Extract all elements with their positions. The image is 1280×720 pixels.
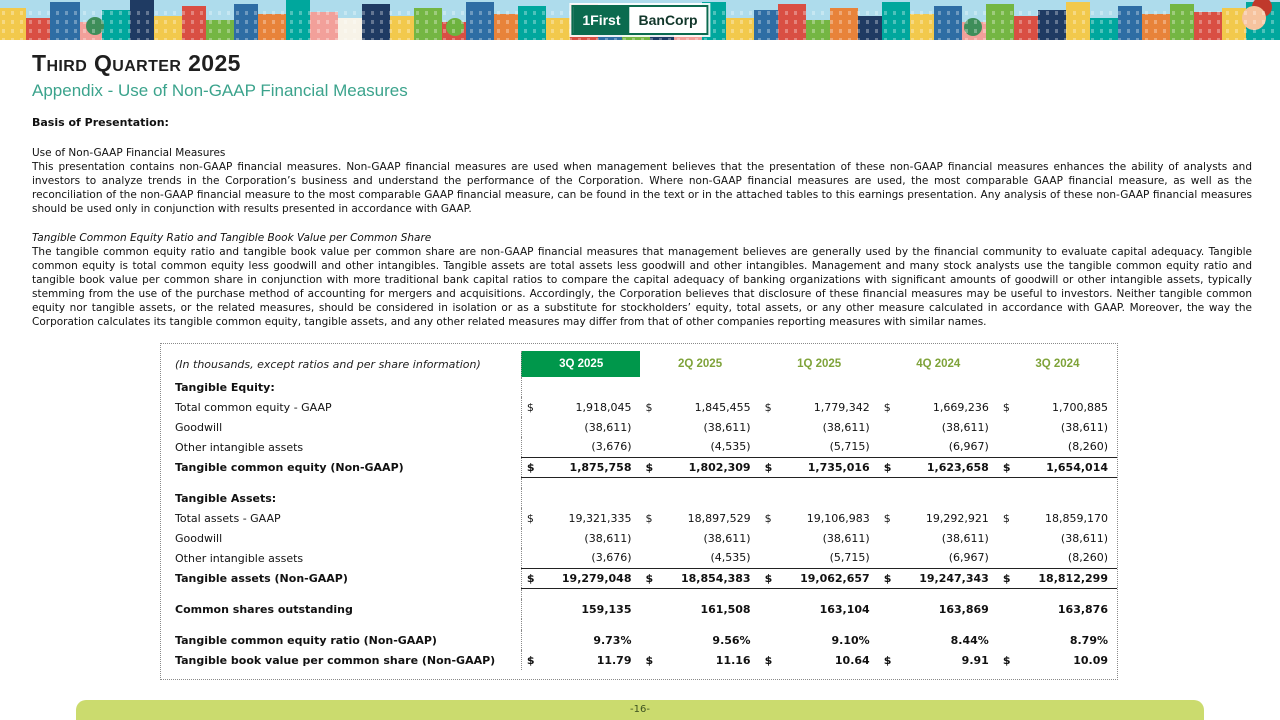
body-text-block xyxy=(32,116,1252,344)
table-row xyxy=(161,568,1117,588)
dollar-sign-cell xyxy=(521,528,539,548)
dollar-sign-cell xyxy=(998,588,1016,599)
non-gaap-section-heading: Use of Non-GAAP Financial Measures xyxy=(32,147,226,159)
dollar-sign-cell xyxy=(521,477,539,488)
row-label: Total common equity - GAAP xyxy=(175,400,332,414)
value-cell: (38,611) xyxy=(584,531,632,545)
dollar-sign-cell: $ xyxy=(883,511,891,525)
row-label: Tangible common equity ratio (Non-GAAP) xyxy=(175,633,437,647)
value-cell: (38,611) xyxy=(1060,531,1108,545)
dollar-sign-cell: $ xyxy=(1002,653,1011,667)
logo-first-text: 1First xyxy=(573,7,629,33)
dollar-sign-cell xyxy=(760,528,778,548)
dollar-sign-cell xyxy=(760,619,778,630)
value-cell xyxy=(897,377,998,397)
row-label: Other intangible assets xyxy=(175,440,304,454)
row-label xyxy=(161,619,521,630)
row-label: Total assets - GAAP xyxy=(175,511,281,525)
value-cell xyxy=(539,619,640,630)
dollar-sign-cell: $ xyxy=(521,650,539,670)
dollar-sign-cell: $ xyxy=(1002,511,1010,525)
column-header-current-quarter: 3Q 2025 xyxy=(521,351,640,377)
dollar-sign-cell xyxy=(640,599,658,619)
table-row xyxy=(161,457,1117,477)
basis-of-presentation-heading: Basis of Presentation: xyxy=(32,116,169,129)
dollar-sign-cell xyxy=(521,619,539,630)
dollar-sign-cell xyxy=(998,437,1016,457)
value-cell: (3,676) xyxy=(539,548,640,568)
dollar-sign-cell xyxy=(998,477,1016,488)
table-row xyxy=(161,377,1117,397)
dollar-sign-cell xyxy=(760,630,778,650)
table-row xyxy=(161,599,1117,619)
table-row xyxy=(161,488,1117,508)
value-cell: 8.44% xyxy=(950,633,989,647)
value-cell: 159,135 xyxy=(581,602,632,616)
value-cell xyxy=(778,488,879,508)
value-cell: (8,260) xyxy=(1016,437,1117,457)
dollar-sign-cell: $ xyxy=(521,508,539,528)
dollar-sign-cell: $ xyxy=(764,400,772,414)
value-cell: 1,623,658 xyxy=(897,457,998,477)
row-label xyxy=(161,477,521,488)
row-label: Goodwill xyxy=(175,531,223,545)
column-header: 3Q 2024 xyxy=(1035,358,1080,370)
dollar-sign-cell: $ xyxy=(998,568,1016,588)
value-cell: (38,611) xyxy=(703,420,751,434)
dollar-sign-cell xyxy=(879,630,897,650)
dollar-sign-cell xyxy=(879,588,897,599)
value-cell xyxy=(539,377,640,397)
value-cell: 1,875,758 xyxy=(539,457,640,477)
column-header: 1Q 2025 xyxy=(797,358,842,370)
value-cell: (3,676) xyxy=(539,437,640,457)
row-label xyxy=(161,588,521,599)
value-cell xyxy=(778,619,879,630)
value-cell xyxy=(659,619,760,630)
row-label: Tangible assets (Non-GAAP) xyxy=(175,571,348,585)
tce-section-paragraph: The tangible common equity ratio and tangible book value per common share are non-GAAP financial measures that management believes are generally used by the financial community to evaluate capital adequacy. Tangible common equity is total common equity less goodwill and other intangibles. Tangible assets are total assets less goodwill and other intangibles. Management and many stock analysts use the tangible common equity ratio and tangible book value per common share in conjunction with more traditional bank capital ratios to compare the capital adequacy of banking organizations with significant amounts of goodwill or other intangible assets, typically stemming from the use of the purchase method of accounting for mergers and acquisitions. Accordingly, the Corporation believes that disclosure of these financial measures may be useful to investors. Neither tangible common equity nor tangible assets, or the related measures, should be considered in isolation or as a substitute for stockholders’ equity, total assets, or any other measure calculated in accordance with GAAP. Moreover, the way the Corporation calculates its tangible common equity, tangible assets, and any other related measures may differ from that of other companies reporting measures with similar names. xyxy=(32,246,1252,328)
dollar-sign-cell xyxy=(521,599,539,619)
value-cell: (4,535) xyxy=(659,548,760,568)
value-cell: 9.10% xyxy=(831,633,870,647)
dollar-sign-cell: $ xyxy=(521,457,539,477)
dollar-sign-cell: $ xyxy=(521,568,539,588)
value-cell: 19,321,335 xyxy=(568,511,632,525)
table-row xyxy=(161,548,1117,568)
dollar-sign-cell xyxy=(521,488,539,508)
dollar-sign-cell: $ xyxy=(883,400,891,414)
value-cell xyxy=(897,477,998,488)
table-row xyxy=(161,650,1117,670)
value-cell xyxy=(539,588,640,599)
dollar-sign-cell xyxy=(760,377,778,397)
value-cell xyxy=(1016,588,1117,599)
dollar-sign-cell xyxy=(998,528,1016,548)
value-cell xyxy=(659,377,760,397)
value-cell xyxy=(1016,619,1117,630)
table-spacer-row xyxy=(161,477,1117,488)
value-cell: 1,779,342 xyxy=(813,400,870,414)
non-gaap-section-paragraph: This presentation contains non-GAAP financial measures. Non-GAAP financial measures are used when management believes that the presentation of these non-GAAP financial measures enhances the ability of analysts and investors to analyze trends in the Corporation’s business and understand the performance of the Corporation. Where non-GAAP financial measures are used, the most comparable GAAP financial measure, as well as the reconciliation of the non-GAAP financial measure to the most comparable GAAP financial measure, can be found in the text or in the attached tables to this earnings presentation. Any analysis of these non-GAAP financial measures should be used only in conjunction with results presented in accordance with GAAP. xyxy=(32,161,1252,215)
dollar-sign-cell xyxy=(998,599,1016,619)
dollar-sign-cell: $ xyxy=(640,568,658,588)
dollar-sign-cell xyxy=(879,548,897,568)
dollar-sign-cell: $ xyxy=(883,653,892,667)
value-cell: 19,062,657 xyxy=(778,568,879,588)
dollar-sign-cell xyxy=(640,437,658,457)
dollar-sign-cell xyxy=(998,619,1016,630)
value-cell: 1,735,016 xyxy=(778,457,879,477)
row-label: Goodwill xyxy=(175,420,223,434)
value-cell: 11.16 xyxy=(715,653,751,667)
dollar-sign-cell: $ xyxy=(879,568,897,588)
table-row xyxy=(161,508,1117,528)
financials-table xyxy=(161,351,1117,670)
dollar-sign-cell xyxy=(640,528,658,548)
value-cell: 9.91 xyxy=(961,653,989,667)
value-cell xyxy=(778,377,879,397)
dollar-sign-cell xyxy=(521,437,539,457)
dollar-sign-cell: $ xyxy=(645,653,654,667)
value-cell: 19,292,921 xyxy=(925,511,989,525)
dollar-sign-cell xyxy=(760,548,778,568)
table-caption: (In thousands, except ratios and per share information) xyxy=(175,357,481,371)
value-cell: 18,859,170 xyxy=(1045,511,1108,525)
dollar-sign-cell xyxy=(640,377,658,397)
table-header-row xyxy=(161,351,1117,377)
column-header: 4Q 2024 xyxy=(916,358,961,370)
value-cell: (4,535) xyxy=(659,437,760,457)
dollar-sign-cell: $ xyxy=(764,511,772,525)
dollar-sign-cell xyxy=(760,599,778,619)
value-cell: (38,611) xyxy=(703,531,751,545)
dollar-sign-cell xyxy=(640,619,658,630)
dollar-sign-cell xyxy=(879,437,897,457)
table-row xyxy=(161,630,1117,650)
value-cell xyxy=(778,477,879,488)
logo-bancorp-text: BanCorp xyxy=(630,7,707,33)
dollar-sign-cell xyxy=(879,488,897,508)
dollar-sign-cell xyxy=(640,548,658,568)
value-cell: 163,104 xyxy=(819,602,870,616)
row-label: Common shares outstanding xyxy=(175,602,353,616)
value-cell xyxy=(1016,377,1117,397)
table-row xyxy=(161,437,1117,457)
dollar-sign-cell: $ xyxy=(645,400,653,414)
value-cell: (5,715) xyxy=(778,548,879,568)
value-cell: 11.79 xyxy=(596,653,632,667)
row-label: Tangible book value per common share (Non-GAAP) xyxy=(175,653,496,667)
dollar-sign-cell: $ xyxy=(1002,400,1010,414)
value-cell: 18,854,383 xyxy=(659,568,760,588)
value-cell: 18,812,299 xyxy=(1016,568,1117,588)
dollar-sign-cell xyxy=(760,477,778,488)
value-cell: 1,918,045 xyxy=(575,400,632,414)
value-cell: (38,611) xyxy=(584,420,632,434)
value-cell xyxy=(659,588,760,599)
value-cell: 9.73% xyxy=(593,633,632,647)
dollar-sign-cell xyxy=(998,417,1016,437)
value-cell xyxy=(539,477,640,488)
value-cell: 9.56% xyxy=(712,633,751,647)
value-cell xyxy=(778,588,879,599)
table-row xyxy=(161,397,1117,417)
footer-bar xyxy=(76,700,1204,720)
dollar-sign-cell xyxy=(521,417,539,437)
value-cell xyxy=(539,488,640,508)
column-header: 2Q 2025 xyxy=(677,358,723,370)
dollar-sign-cell: $ xyxy=(760,457,778,477)
table-row xyxy=(161,417,1117,437)
value-cell: (38,611) xyxy=(941,420,989,434)
value-cell: (38,611) xyxy=(822,531,870,545)
value-cell: (6,967) xyxy=(897,437,998,457)
dollar-sign-cell: $ xyxy=(760,568,778,588)
value-cell xyxy=(659,488,760,508)
value-cell: 8.79% xyxy=(1069,633,1108,647)
row-label: Tangible common equity (Non-GAAP) xyxy=(175,460,404,474)
value-cell: 18,897,529 xyxy=(687,511,751,525)
value-cell: 1,802,309 xyxy=(659,457,760,477)
value-cell: 1,845,455 xyxy=(694,400,751,414)
value-cell: (38,611) xyxy=(1060,420,1108,434)
dollar-sign-cell: $ xyxy=(640,457,658,477)
value-cell: 161,508 xyxy=(700,602,751,616)
dollar-sign-cell xyxy=(998,377,1016,397)
dollar-sign-cell xyxy=(640,477,658,488)
value-cell: (5,715) xyxy=(778,437,879,457)
value-cell: (8,260) xyxy=(1016,548,1117,568)
dollar-sign-cell: $ xyxy=(645,511,653,525)
row-label: Tangible Assets: xyxy=(175,491,277,505)
dollar-sign-cell: $ xyxy=(879,457,897,477)
dollar-sign-cell xyxy=(521,588,539,599)
dollar-sign-cell xyxy=(760,417,778,437)
tce-section-heading: Tangible Common Equity Ratio and Tangible Book Value per Common Share xyxy=(32,232,432,244)
firstbancorp-logo xyxy=(571,5,708,35)
value-cell: 10.64 xyxy=(834,653,870,667)
value-cell xyxy=(897,619,998,630)
slide-subtitle: Appendix - Use of Non-GAAP Financial Measures xyxy=(32,81,408,100)
table-row xyxy=(161,528,1117,548)
value-cell: 1,654,014 xyxy=(1016,457,1117,477)
value-cell: 163,869 xyxy=(938,602,989,616)
dollar-sign-cell: $ xyxy=(764,653,773,667)
dollar-sign-cell xyxy=(879,599,897,619)
dollar-sign-cell xyxy=(521,377,539,397)
city-banner xyxy=(0,0,1280,40)
dollar-sign-cell xyxy=(998,488,1016,508)
value-cell: 19,247,343 xyxy=(897,568,998,588)
value-cell xyxy=(897,588,998,599)
value-cell: (38,611) xyxy=(941,531,989,545)
dollar-sign-cell xyxy=(879,477,897,488)
dollar-sign-cell xyxy=(879,528,897,548)
value-cell: 19,106,983 xyxy=(806,511,870,525)
row-label: Other intangible assets xyxy=(175,551,304,565)
dollar-sign-cell xyxy=(760,588,778,599)
value-cell xyxy=(1016,488,1117,508)
value-cell: 1,669,236 xyxy=(932,400,989,414)
dollar-sign-cell xyxy=(640,588,658,599)
dollar-sign-cell: $ xyxy=(521,397,539,417)
dollar-sign-cell xyxy=(879,417,897,437)
value-cell: 163,876 xyxy=(1057,602,1108,616)
value-cell: 10.09 xyxy=(1073,653,1108,667)
table-spacer-row xyxy=(161,619,1117,630)
dollar-sign-cell xyxy=(760,488,778,508)
table-spacer-row xyxy=(161,588,1117,599)
dollar-sign-cell xyxy=(521,548,539,568)
value-cell xyxy=(1016,477,1117,488)
dollar-sign-cell xyxy=(879,377,897,397)
dollar-sign-cell xyxy=(640,417,658,437)
dollar-sign-cell xyxy=(998,630,1016,650)
dollar-sign-cell xyxy=(998,548,1016,568)
dollar-sign-cell xyxy=(760,437,778,457)
dollar-sign-cell xyxy=(521,630,539,650)
page-number: -16- xyxy=(630,704,650,715)
table-body xyxy=(161,377,1117,670)
non-gaap-reconciliation-table xyxy=(160,343,1118,680)
value-cell xyxy=(659,477,760,488)
dollar-sign-cell xyxy=(640,488,658,508)
value-cell: 1,700,885 xyxy=(1052,400,1108,414)
value-cell: (38,611) xyxy=(822,420,870,434)
value-cell: (6,967) xyxy=(897,548,998,568)
dollar-sign-cell: $ xyxy=(998,457,1016,477)
value-cell xyxy=(897,488,998,508)
dollar-sign-cell xyxy=(879,619,897,630)
dollar-sign-cell xyxy=(640,630,658,650)
slide-title: Third Quarter 2025 xyxy=(32,50,241,76)
row-label: Tangible Equity: xyxy=(175,380,275,394)
value-cell: 19,279,048 xyxy=(539,568,640,588)
